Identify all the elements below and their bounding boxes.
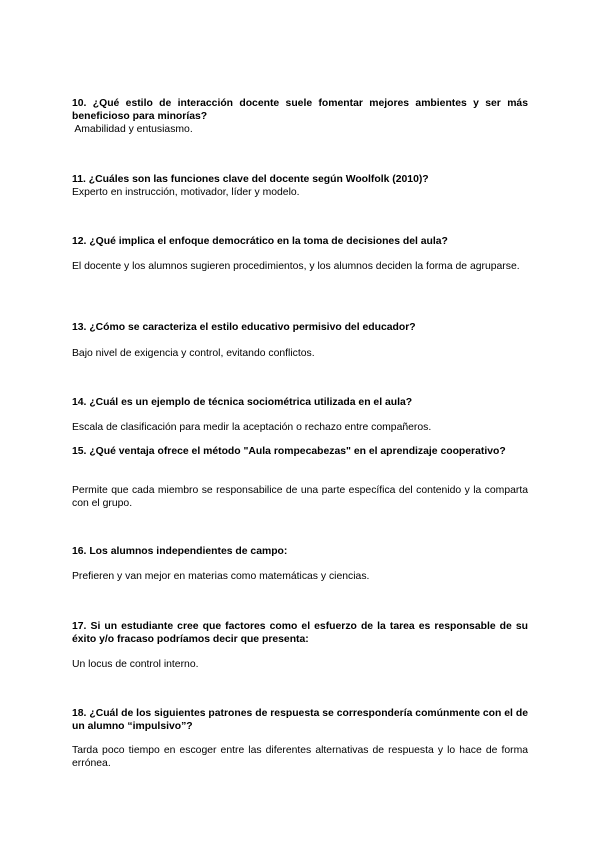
- answer-12: El docente y los alumnos sugieren procedimientos, y los alumnos deciden la forma de agruparse.: [72, 261, 520, 272]
- question-16: 16. Los alumnos independientes de campo:: [72, 546, 288, 557]
- answer-14: Escala de clasificación para medir la aceptación o rechazo entre compañeros.: [72, 422, 432, 433]
- answer-13: Bajo nivel de exigencia y control, evitando conflictos.: [72, 348, 315, 359]
- question-14: 14. ¿Cuál es un ejemplo de técnica sociométrica utilizada en el aula?: [72, 397, 413, 408]
- question-13: 13. ¿Cómo se caracteriza el estilo educativo permisivo del educador?: [72, 322, 416, 333]
- question-17: 17. Si un estudiante cree que factores como el esfuerzo de la tarea es responsable de su éxito y/o fracaso podríamos decir que presenta:: [72, 621, 528, 645]
- question-12: 12. ¿Qué implica el enfoque democrático en la toma de decisiones del aula?: [72, 236, 448, 247]
- answer-10: Amabilidad y entusiasmo.: [72, 124, 193, 135]
- question-15: 15. ¿Qué ventaja ofrece el método "Aula rompecabezas" en el aprendizaje cooperativo?: [72, 446, 506, 457]
- answer-17: Un locus de control interno.: [72, 659, 199, 670]
- answer-15: Permite que cada miembro se responsabilice de una parte específica del contenido y la comparta con el grupo.: [72, 485, 528, 509]
- answer-11: Experto en instrucción, motivador, líder y modelo.: [72, 187, 300, 198]
- question-18: 18. ¿Cuál de los siguientes patrones de respuesta se correspondería comúnmente con el de un alumno “impulsivo”?: [72, 708, 528, 732]
- answer-16: Prefieren y van mejor en materias como matemáticas y ciencias.: [72, 571, 370, 582]
- question-10: 10. ¿Qué estilo de interacción docente suele fomentar mejores ambientes y ser más beneficioso para minorías?: [72, 98, 528, 122]
- answer-18: Tarda poco tiempo en escoger entre las diferentes alternativas de respuesta y lo hace de forma errónea.: [72, 745, 528, 769]
- question-11: 11. ¿Cuáles son las funciones clave del docente según Woolfolk (2010)?: [72, 174, 429, 185]
